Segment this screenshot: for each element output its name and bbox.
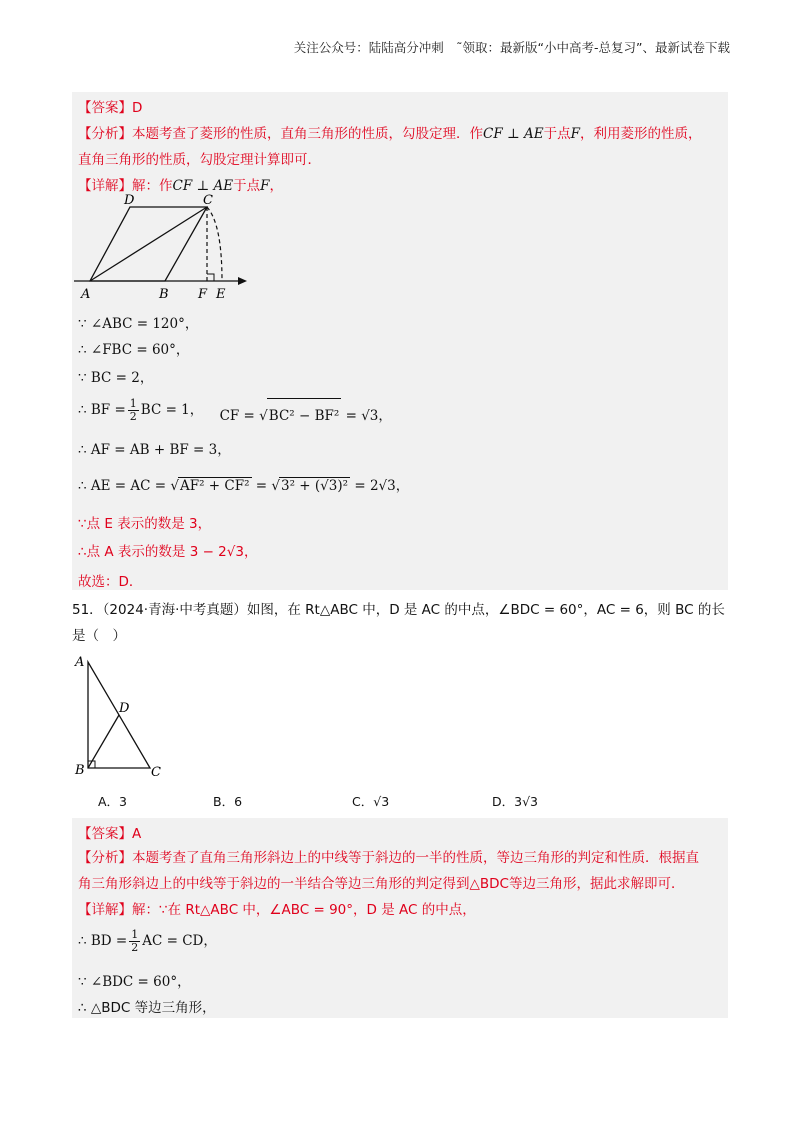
right-angle-mark bbox=[207, 274, 214, 281]
q50-step-7: ∵点 E 表示的数是 3， bbox=[78, 516, 212, 532]
q50-final: 故选：D． bbox=[78, 574, 143, 590]
q50-step-6: ∴ AE = AC = √AF² + CF² = √3² + (√3)² = 2√3， bbox=[78, 478, 410, 494]
q51-solution-block bbox=[72, 818, 728, 1018]
label-b: B bbox=[75, 763, 85, 778]
arc-ce bbox=[207, 207, 222, 281]
median-bd bbox=[88, 715, 119, 768]
q50-analysis-line-1: 【分析】本题考查了菱形的性质，直角三角形的性质，勾股定理．作CF ⊥ AE于点F，利用菱形的性质， bbox=[78, 126, 702, 142]
q50-answer: 【答案】D bbox=[78, 100, 143, 116]
q50-step-3: ∵ BC = 2， bbox=[78, 370, 154, 386]
q50-rhombus-figure bbox=[72, 194, 262, 304]
option-c[interactable]: C．√3 bbox=[352, 794, 390, 809]
q50-step-5: ∴ AF = AB + BF = 3， bbox=[78, 442, 231, 458]
q50-step-4: ∴ BF = $\frac{1}{2}$ BC = 1， CF = √BC² − BF² = √3， bbox=[78, 392, 392, 426]
q50-step-8: ∴点 A 表示的数是 3 − 2√3， bbox=[78, 544, 258, 560]
label-e: E bbox=[216, 287, 226, 302]
q50-detail-line-1: 【详解】解：作CF ⊥ AE于点F， bbox=[78, 178, 283, 194]
q51-stem-line-2: 是（ ） bbox=[72, 628, 126, 644]
label-c: C bbox=[151, 765, 161, 780]
label-b: B bbox=[159, 287, 169, 302]
q51-analysis-line-2: 角三角形斜边上的中线等于斜边的一半结合等边三角形的判定得到△BDC等边三角形，据此求解即可． bbox=[78, 876, 685, 892]
option-b[interactable]: B．6 bbox=[213, 794, 243, 809]
label-c: C bbox=[203, 194, 213, 208]
q50-solution-block bbox=[72, 92, 728, 590]
label-f: F bbox=[198, 287, 208, 302]
page-header: 关注公众号：陆陆高分冲刺 ˜领取：最新版“小中高考-总复习”、最新试卷下载 bbox=[293, 40, 730, 55]
label-a: A bbox=[81, 287, 91, 302]
q51-step-2: ∵ ∠BDC = 60°， bbox=[78, 974, 191, 990]
q51-triangle-figure bbox=[72, 652, 172, 780]
q51-detail-line-1: 【详解】解：∵在 Rt△ABC 中，∠ABC = 90°，D 是 AC 的中点， bbox=[78, 902, 476, 918]
arrow-head-icon bbox=[238, 277, 247, 285]
q51-stem-line-1: 51．（2024·青海·中考真题）如图，在 Rt△ABC 中，D 是 AC 的中点，∠BDC = 60°，AC = 6，则 BC 的长 bbox=[72, 602, 725, 618]
option-d[interactable]: D．3√3 bbox=[492, 794, 538, 809]
diagonal-ac bbox=[90, 207, 207, 281]
fraction-half: $\frac{1}{2}$ bbox=[131, 928, 139, 954]
q50-step-2: ∴ ∠FBC = 60°， bbox=[78, 342, 190, 358]
q51-analysis-line-1: 【分析】本题考查了直角三角形斜边上的中线等于斜边的一半的性质，等边三角形的判定和性质．根据直 bbox=[78, 850, 699, 866]
label-d: D bbox=[124, 194, 135, 208]
label-d: D bbox=[119, 701, 130, 716]
q51-answer: 【答案】A bbox=[78, 826, 142, 842]
label-a: A bbox=[75, 655, 85, 670]
fraction-half: $\frac{1}{2}$ bbox=[129, 397, 137, 423]
option-a[interactable]: A．3 bbox=[98, 794, 128, 809]
q51-step-1: ∴ BD = $\frac{1}{2}$ AC = CD， bbox=[78, 928, 217, 954]
q50-step-1: ∵ ∠ABC = 120°， bbox=[78, 316, 199, 332]
q50-analysis-line-2: 直角三角形的性质，勾股定理计算即可． bbox=[78, 152, 321, 168]
q51-step-3: ∴ △BDC 等边三角形， bbox=[78, 1000, 216, 1016]
